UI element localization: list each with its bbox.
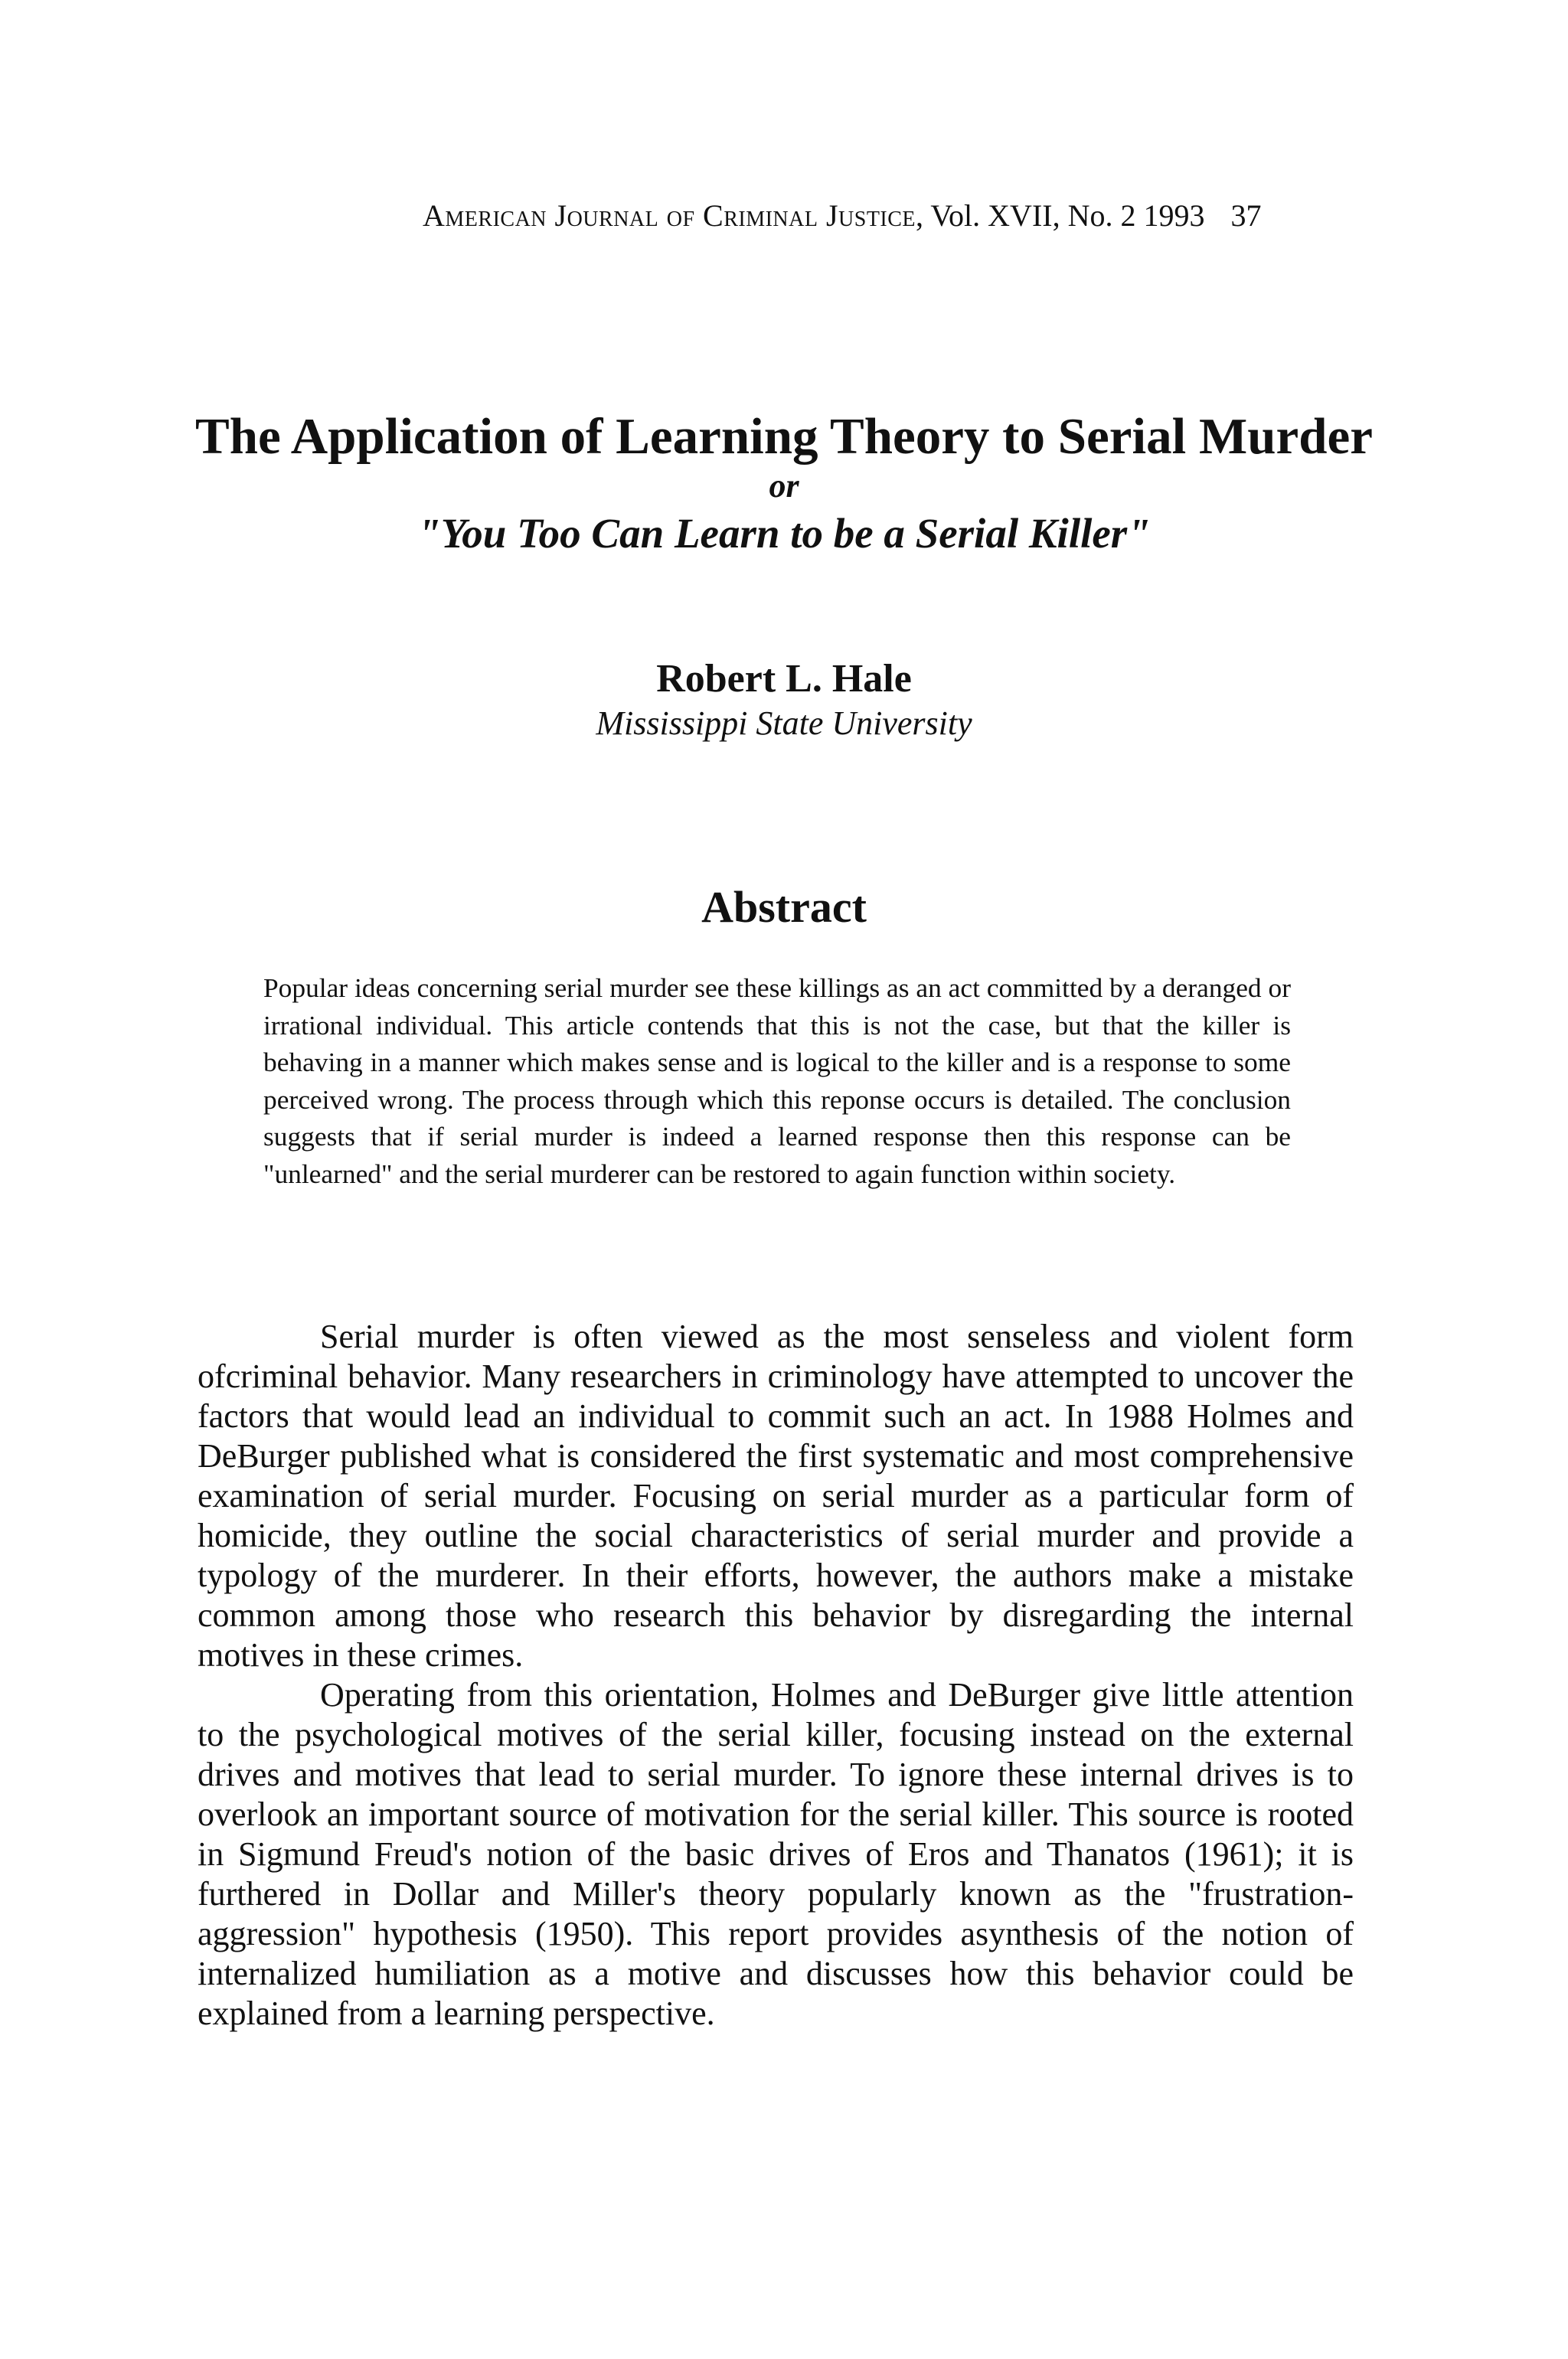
body-paragraph: Serial murder is often viewed as the most senseless and violent form ofcriminal behavior. Many researchers in criminology have attempted to uncover the factors that would lead an individual to commit such an act. In 1988 Holmes and DeBurger published what is considered the first systematic and most comprehensive examination of serial murder. Focusing on serial murder as a particular form of homicide, they outline the social characteristics of serial murder and provide a typology of the murderer. In their efforts, however, the authors make a mistake common among those who research this behavior by disregarding the internal motives in these crimes.: [198, 1318, 1354, 1674]
body-paragraph: Operating from this orientation, Holmes and DeBurger give little attention to the psychological motives of the serial killer, focusing instead on the external drives and motives that lead to serial murder. To ignore these internal drives is to overlook an important source of motivation for the serial killer. This source is rooted in Sigmund Freud's notion of the basic drives of Eros and Thanatos (1961); it is furthered in Dollar and Miller's theory popularly known as the "frustration-aggression" hypothesis (1950). This report provides asynthesis of the notion of internalized humiliation as a motive and discusses how this behavior could be explained from a learning perspective.: [198, 1676, 1354, 2032]
page-number: 37: [1230, 198, 1262, 233]
author-name: Robert L. Hale: [656, 657, 912, 701]
journal-name: American Journal of Criminal Justice: [423, 198, 916, 233]
article-subtitle: "You Too Can Learn to be a Serial Killer": [417, 510, 1151, 557]
running-head: [423, 198, 1357, 234]
abstract-text: Popular ideas concerning serial murder see these killings as an act committed by a deranged or irrational individual. This article contends that this is not the case, but that the killer is behaving in a manner which makes sense and is logical to the killer and is a response to some perceived wrong. The process through which this reponse occurs is detailed. The conclusion suggests that if serial murder is indeed a learned response then this response can be "unlearned" and the serial murderer can be restored to again function within society.: [263, 972, 1291, 1189]
author-affiliation: Mississippi State University: [596, 704, 972, 742]
title-conjunction: or: [769, 467, 799, 505]
body-text: [198, 1317, 1354, 2034]
article-title: The Application of Learning Theory to Serial Murder: [195, 408, 1373, 465]
journal-volume: , Vol. XVII, No. 2 1993: [916, 198, 1205, 233]
abstract-heading: Abstract: [701, 882, 867, 932]
